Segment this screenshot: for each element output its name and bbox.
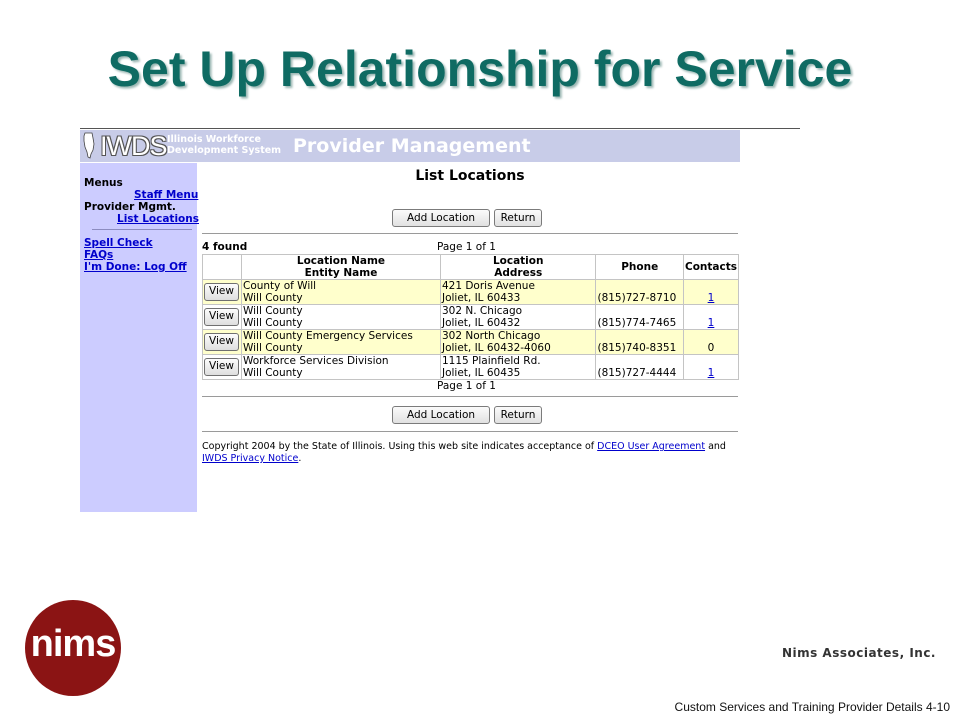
phone-cell: (815)727-8710 [596,280,684,305]
contacts-link[interactable]: 1 [707,317,715,329]
contacts-count: 0 [707,342,715,354]
copyright-notice [202,441,738,465]
app-header [80,130,740,162]
location-name: Workforce Services Division [242,355,389,367]
table-header-row [203,255,739,280]
table-row [203,330,739,355]
sidebar-divider [92,229,192,230]
copyright-and: and [708,441,726,452]
view-cell [203,330,242,355]
entity-name: Will County [242,317,303,329]
address-line1: 421 Doris Avenue [441,280,535,292]
page-info-bottom: Page 1 of 1 [437,380,496,392]
divider-top [202,233,738,234]
address-cell [440,305,596,330]
org-name-line2: Development System [167,145,282,156]
view-cell [203,355,242,380]
table-row [203,280,739,305]
header-address-text: Address [494,267,543,279]
header-phone: Phone [596,255,684,280]
locations-table-body [203,280,739,380]
table-row [203,355,739,380]
header-location-name-text: Location Name [296,255,386,267]
slide-title: Set Up Relationship for Service [107,41,853,97]
illinois-map-icon [83,132,95,159]
table-row [203,305,739,330]
header-location-name [241,255,440,280]
return-button-bottom[interactable]: Return [494,406,542,424]
iwds-privacy-notice-link[interactable]: IWDS Privacy Notice [202,453,299,464]
location-name: Will County Emergency Services [242,330,413,342]
name-cell [241,330,440,355]
name-cell [241,305,440,330]
entity-name: Will County [242,292,303,304]
location-name: County of Will [242,280,317,292]
contacts-cell [683,280,738,305]
header-contacts: Contacts [683,255,738,280]
iwds-logo: IWDS [100,131,167,161]
nims-logo [25,600,121,696]
entity-name: Will County [242,367,303,379]
contacts-link[interactable]: 1 [707,367,715,379]
return-button-top[interactable]: Return [494,209,542,227]
nims-logo-text: nims [30,623,116,665]
org-name-line1: Illinois Workforce [167,134,261,145]
view-cell [203,305,242,330]
add-location-button-bottom[interactable]: Add Location [392,406,490,424]
header-blank [203,255,242,280]
contacts-cell [683,330,738,355]
faqs-link[interactable]: FAQs [84,249,114,261]
phone-cell: (815)774-7465 [596,305,684,330]
view-button[interactable]: View [204,283,239,301]
divider-bottom [202,396,738,397]
log-off-link[interactable]: I'm Done: Log Off [84,261,187,273]
address-cell [440,280,596,305]
staff-menu-link[interactable]: Staff Menu [134,189,199,201]
address-line1: 1115 Plainfield Rd. [441,355,541,367]
module-title: Provider Management [293,135,531,157]
copyright-period: . [298,453,302,464]
sidebar [80,163,197,512]
phone-cell: (815)740-8351 [596,330,684,355]
add-location-button-top[interactable]: Add Location [392,209,490,227]
spell-check-link[interactable]: Spell Check [84,237,153,249]
view-button[interactable]: View [204,333,239,351]
address-line2: Joliet, IL 60432-4060 [441,342,551,354]
address-line2: Joliet, IL 60435 [441,367,521,379]
name-cell [241,355,440,380]
app-top-border [80,128,800,129]
header-location-text: Location [492,255,544,267]
main-content [200,163,740,512]
view-cell [203,280,242,305]
contacts-cell [683,305,738,330]
header-entity-name-text: Entity Name [304,267,378,279]
divider-footer [202,431,738,432]
address-line2: Joliet, IL 60433 [441,292,521,304]
provider-mgmt-label: Provider Mgmt. [84,201,176,213]
app-screenshot [80,128,800,512]
address-cell [440,355,596,380]
org-name [167,134,287,156]
copyright-text: Copyright 2004 by the State of Illinois. Using this web site indicates acceptance of [202,441,595,452]
address-line1: 302 N. Chicago [441,305,523,317]
company-name: Nims Associates, Inc. [781,646,936,660]
dceo-user-agreement-link[interactable]: DCEO User Agreement [597,441,706,452]
page-info-top: Page 1 of 1 [437,241,496,253]
slide-footer: Custom Services and Training Provider Details 4-10 [674,700,950,714]
entity-name: Will County [242,342,303,354]
list-locations-link[interactable]: List Locations [117,213,199,225]
name-cell [241,280,440,305]
view-button[interactable]: View [204,308,239,326]
menus-label: Menus [84,177,123,189]
locations-table [202,254,739,380]
address-cell [440,330,596,355]
phone-cell: (815)727-4444 [596,355,684,380]
page-title: List Locations [415,168,525,184]
address-line2: Joliet, IL 60432 [441,317,521,329]
location-name: Will County [242,305,303,317]
view-button[interactable]: View [204,358,239,376]
address-line1: 302 North Chicago [441,330,541,342]
contacts-cell [683,355,738,380]
found-count: 4 found [202,241,248,253]
contacts-link[interactable]: 1 [707,292,715,304]
header-location-address [440,255,596,280]
